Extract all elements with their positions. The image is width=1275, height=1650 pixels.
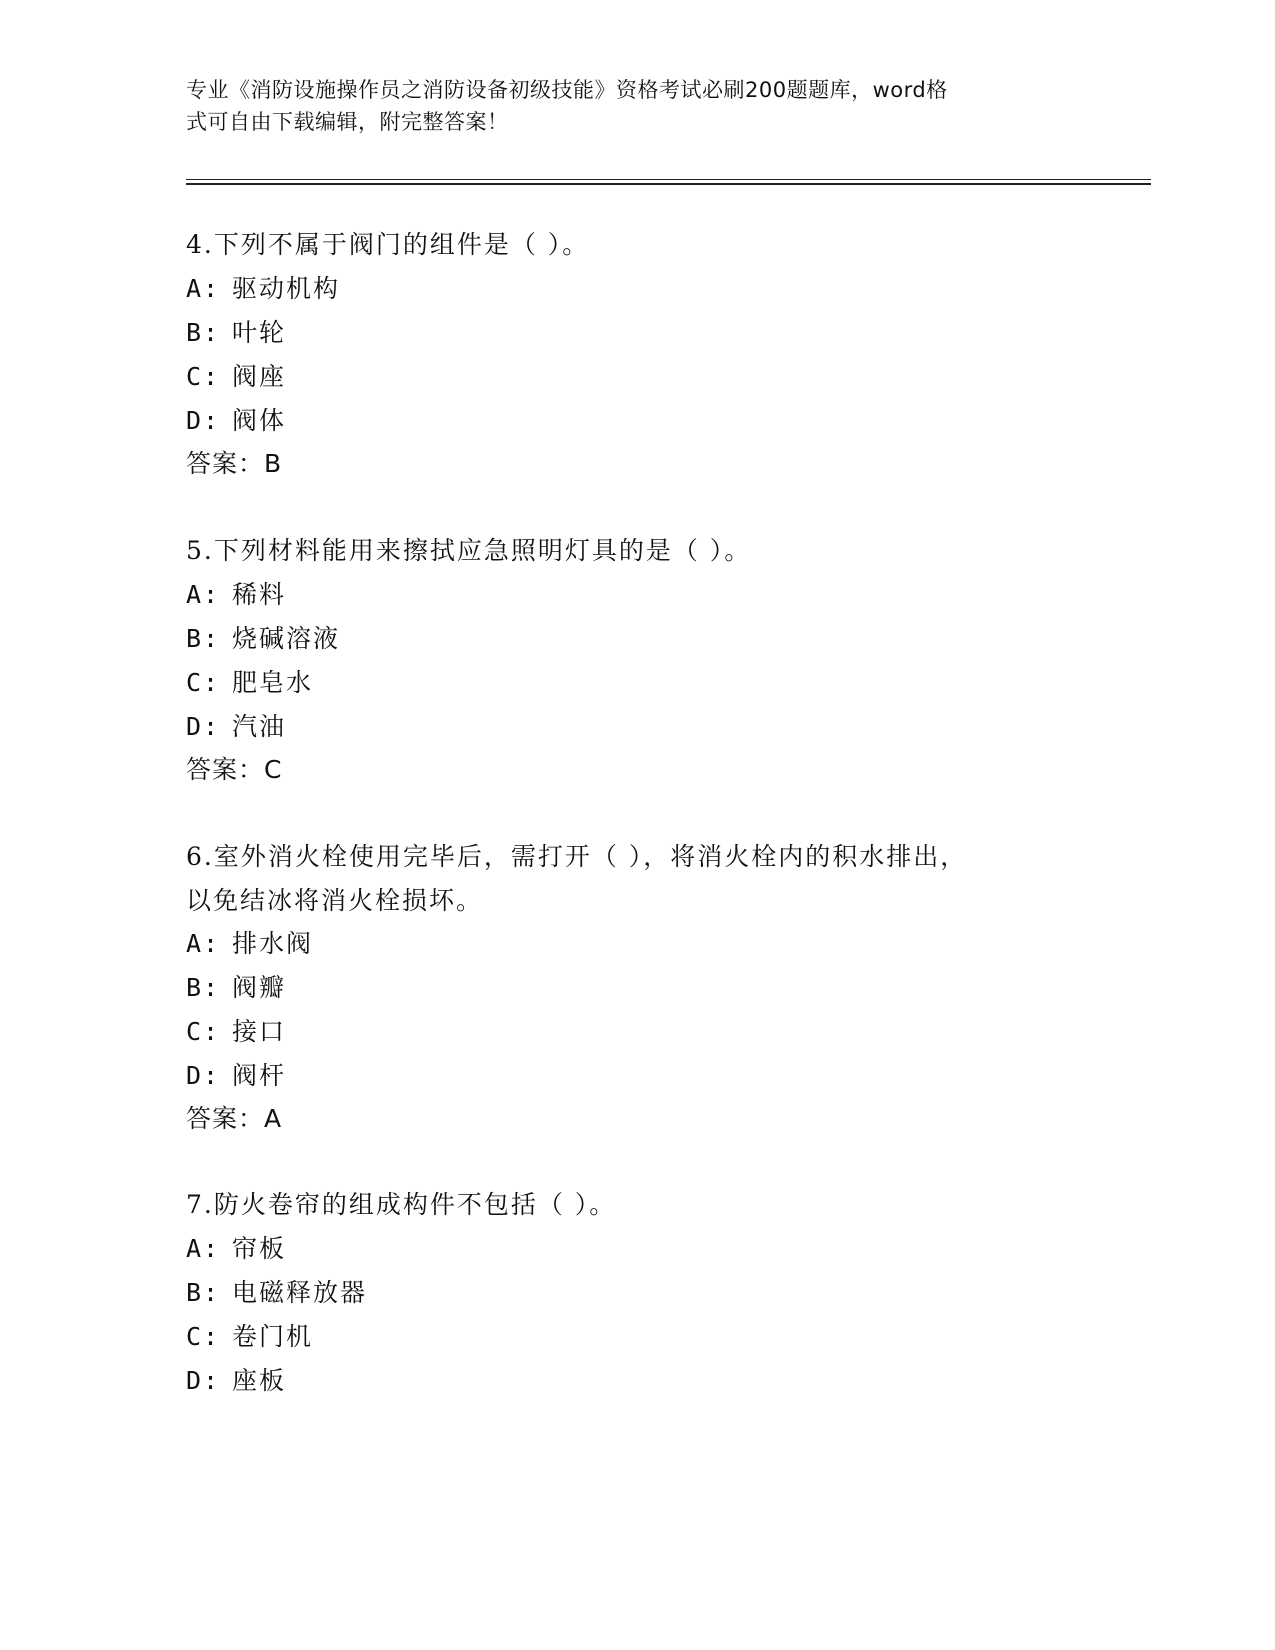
option-key: B: — [186, 318, 221, 347]
question-4-option-d — [186, 405, 286, 437]
question-6-option-c — [186, 1016, 286, 1048]
option-text: 卷门机 — [232, 1322, 314, 1351]
option-text: 阀体 — [232, 406, 287, 435]
header-divider-bottom — [186, 183, 1151, 185]
question-5-option-a — [186, 579, 286, 611]
option-key: D: — [186, 1061, 221, 1090]
option-key: D: — [186, 1366, 221, 1395]
question-5-option-d — [186, 711, 286, 743]
option-key: A: — [186, 929, 221, 958]
option-key: B: — [186, 624, 221, 653]
option-key: C: — [186, 1017, 221, 1046]
question-7-stem: 7.防火卷帘的组成构件不包括（ ）。 — [186, 1190, 617, 1219]
option-key: C: — [186, 668, 221, 697]
question-5-option-c — [186, 667, 313, 699]
question-7-option-b — [186, 1277, 367, 1309]
question-7-option-c — [186, 1321, 313, 1353]
option-text: 肥皂水 — [232, 668, 314, 697]
question-4-option-a — [186, 273, 340, 305]
option-key: D: — [186, 406, 221, 435]
question-4-option-b — [186, 317, 286, 349]
option-text: 接口 — [232, 1017, 287, 1046]
question-6-stem-line-2: 以免结冰将消火栓损坏。 — [186, 886, 484, 915]
question-6-stem-line-1: 6.室外消火栓使用完毕后，需打开（ ），将消火栓内的积水排出， — [186, 842, 968, 871]
question-5-answer: 答案：C — [186, 755, 283, 784]
question-4-answer: 答案：B — [186, 449, 283, 478]
option-text: 座板 — [232, 1366, 287, 1395]
option-text: 排水阀 — [232, 929, 314, 958]
option-text: 烧碱溶液 — [232, 624, 341, 653]
question-6-option-d — [186, 1060, 286, 1092]
option-key: C: — [186, 1322, 221, 1351]
question-7-option-a — [186, 1233, 286, 1265]
question-5-option-b — [186, 623, 340, 655]
option-key: C: — [186, 362, 221, 391]
question-4-option-c — [186, 361, 286, 393]
header-divider-top — [186, 179, 1151, 180]
option-key: A: — [186, 580, 221, 609]
option-text: 阀杆 — [232, 1061, 287, 1090]
option-text: 汽油 — [232, 712, 287, 741]
option-key: B: — [186, 1278, 221, 1307]
option-text: 电磁释放器 — [232, 1278, 368, 1307]
option-text: 帘板 — [232, 1234, 287, 1263]
option-key: A: — [186, 1234, 221, 1263]
option-key: B: — [186, 973, 221, 1002]
question-6-option-a — [186, 928, 313, 960]
option-text: 阀座 — [232, 362, 287, 391]
question-5-stem: 5.下列材料能用来擦拭应急照明灯具的是（ ）。 — [186, 536, 752, 565]
option-text: 阀瓣 — [232, 973, 287, 1002]
option-key: D: — [186, 712, 221, 741]
header-line-1: 专业《消防设施操作员之消防设备初级技能》资格考试必刷200题题库，word格 — [186, 78, 948, 102]
question-6-answer: 答案：A — [186, 1104, 283, 1133]
question-6-option-b — [186, 972, 286, 1004]
question-4-stem: 4.下列不属于阀门的组件是（ ）。 — [186, 230, 590, 259]
option-text: 稀料 — [232, 580, 287, 609]
header-line-2: 式可自由下载编辑，附完整答案！ — [186, 110, 509, 134]
option-text: 叶轮 — [232, 318, 287, 347]
document-header — [186, 74, 1086, 138]
question-7-option-d — [186, 1365, 286, 1397]
option-key: A: — [186, 274, 221, 303]
option-text: 驱动机构 — [232, 274, 341, 303]
